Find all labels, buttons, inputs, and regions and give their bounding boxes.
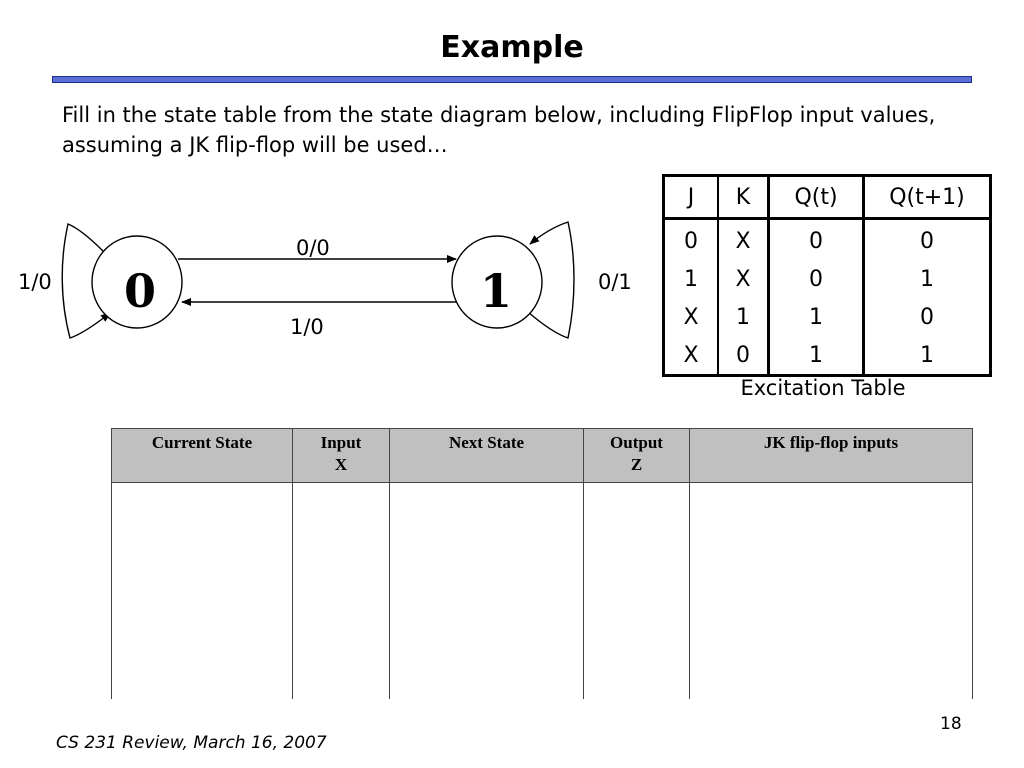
state-table-cell: [584, 483, 690, 700]
self-loop-0-label: 1/0: [18, 270, 52, 294]
header-jk-inputs-label: JK flip-flop inputs: [763, 433, 899, 452]
excitation-header-row: [664, 176, 991, 219]
footer-text: CS 231 Review, March 16, 2007: [56, 733, 327, 753]
excitation-row: [664, 298, 991, 336]
header-next-state-label: Next State: [448, 433, 525, 452]
excitation-cell: X: [683, 304, 699, 330]
excitation-table-caption: Excitation Table: [740, 376, 906, 400]
excitation-header-qt: Q(t): [769, 176, 864, 219]
slide-title: Example: [440, 30, 584, 65]
excitation-cell: 0: [718, 336, 769, 376]
excitation-cell: 1: [684, 266, 698, 292]
excitation-cell: 0: [864, 219, 991, 261]
excitation-cell: 0: [684, 228, 698, 254]
state-1-label: 1: [479, 264, 513, 318]
excitation-cell: 1: [718, 298, 769, 336]
header-input-label: Input: [320, 433, 362, 452]
header-current-state-label: Current State: [151, 433, 253, 452]
excitation-row: [664, 260, 991, 298]
transition-0-to-1-label: 0/0: [296, 236, 330, 260]
excitation-cell: X: [718, 260, 769, 298]
state-table-cell: [390, 483, 584, 700]
excitation-cell: 0: [769, 219, 864, 261]
instruction-text: Fill in the state table from the state diagram below, including FlipFlop input values, assuming a JK flip-flop will be used…: [62, 103, 936, 157]
header-output-symbol: Z: [630, 455, 643, 474]
excitation-header-j: J: [664, 176, 719, 219]
self-loop-1-label: 0/1: [598, 270, 632, 294]
excitation-cell: 1: [864, 260, 991, 298]
header-jk-inputs: [690, 429, 973, 483]
header-next-state: [390, 429, 584, 483]
excitation-header-qt1: Q(t+1): [864, 176, 991, 219]
title-divider: [52, 76, 972, 83]
header-output-label: Output: [610, 433, 663, 452]
excitation-cell: X: [718, 219, 769, 261]
excitation-cell: 1: [769, 336, 864, 376]
slide-number: 18: [940, 714, 962, 734]
excitation-row: [664, 336, 991, 376]
state-table-cell: [112, 483, 293, 700]
header-input-symbol: X: [334, 455, 348, 474]
excitation-cell: 0: [769, 260, 864, 298]
excitation-table: [662, 174, 992, 377]
excitation-cell: 1: [769, 298, 864, 336]
state-table-cell: [293, 483, 390, 700]
header-current-state: [112, 429, 293, 483]
state-table-header-row: [112, 429, 973, 483]
excitation-cell: X: [683, 342, 699, 368]
excitation-cell: 1: [864, 336, 991, 376]
state-table-body-row: [112, 483, 973, 700]
header-input-x: [293, 429, 390, 483]
state-table: [111, 428, 973, 699]
excitation-row: [664, 219, 991, 261]
header-output-z: [584, 429, 690, 483]
excitation-header-k: K: [718, 176, 769, 219]
state-diagram: [0, 190, 640, 360]
state-table-cell: [690, 483, 973, 700]
transition-1-to-0-label: 1/0: [290, 315, 324, 339]
state-0-label: 0: [123, 264, 157, 318]
excitation-cell: 0: [864, 298, 991, 336]
